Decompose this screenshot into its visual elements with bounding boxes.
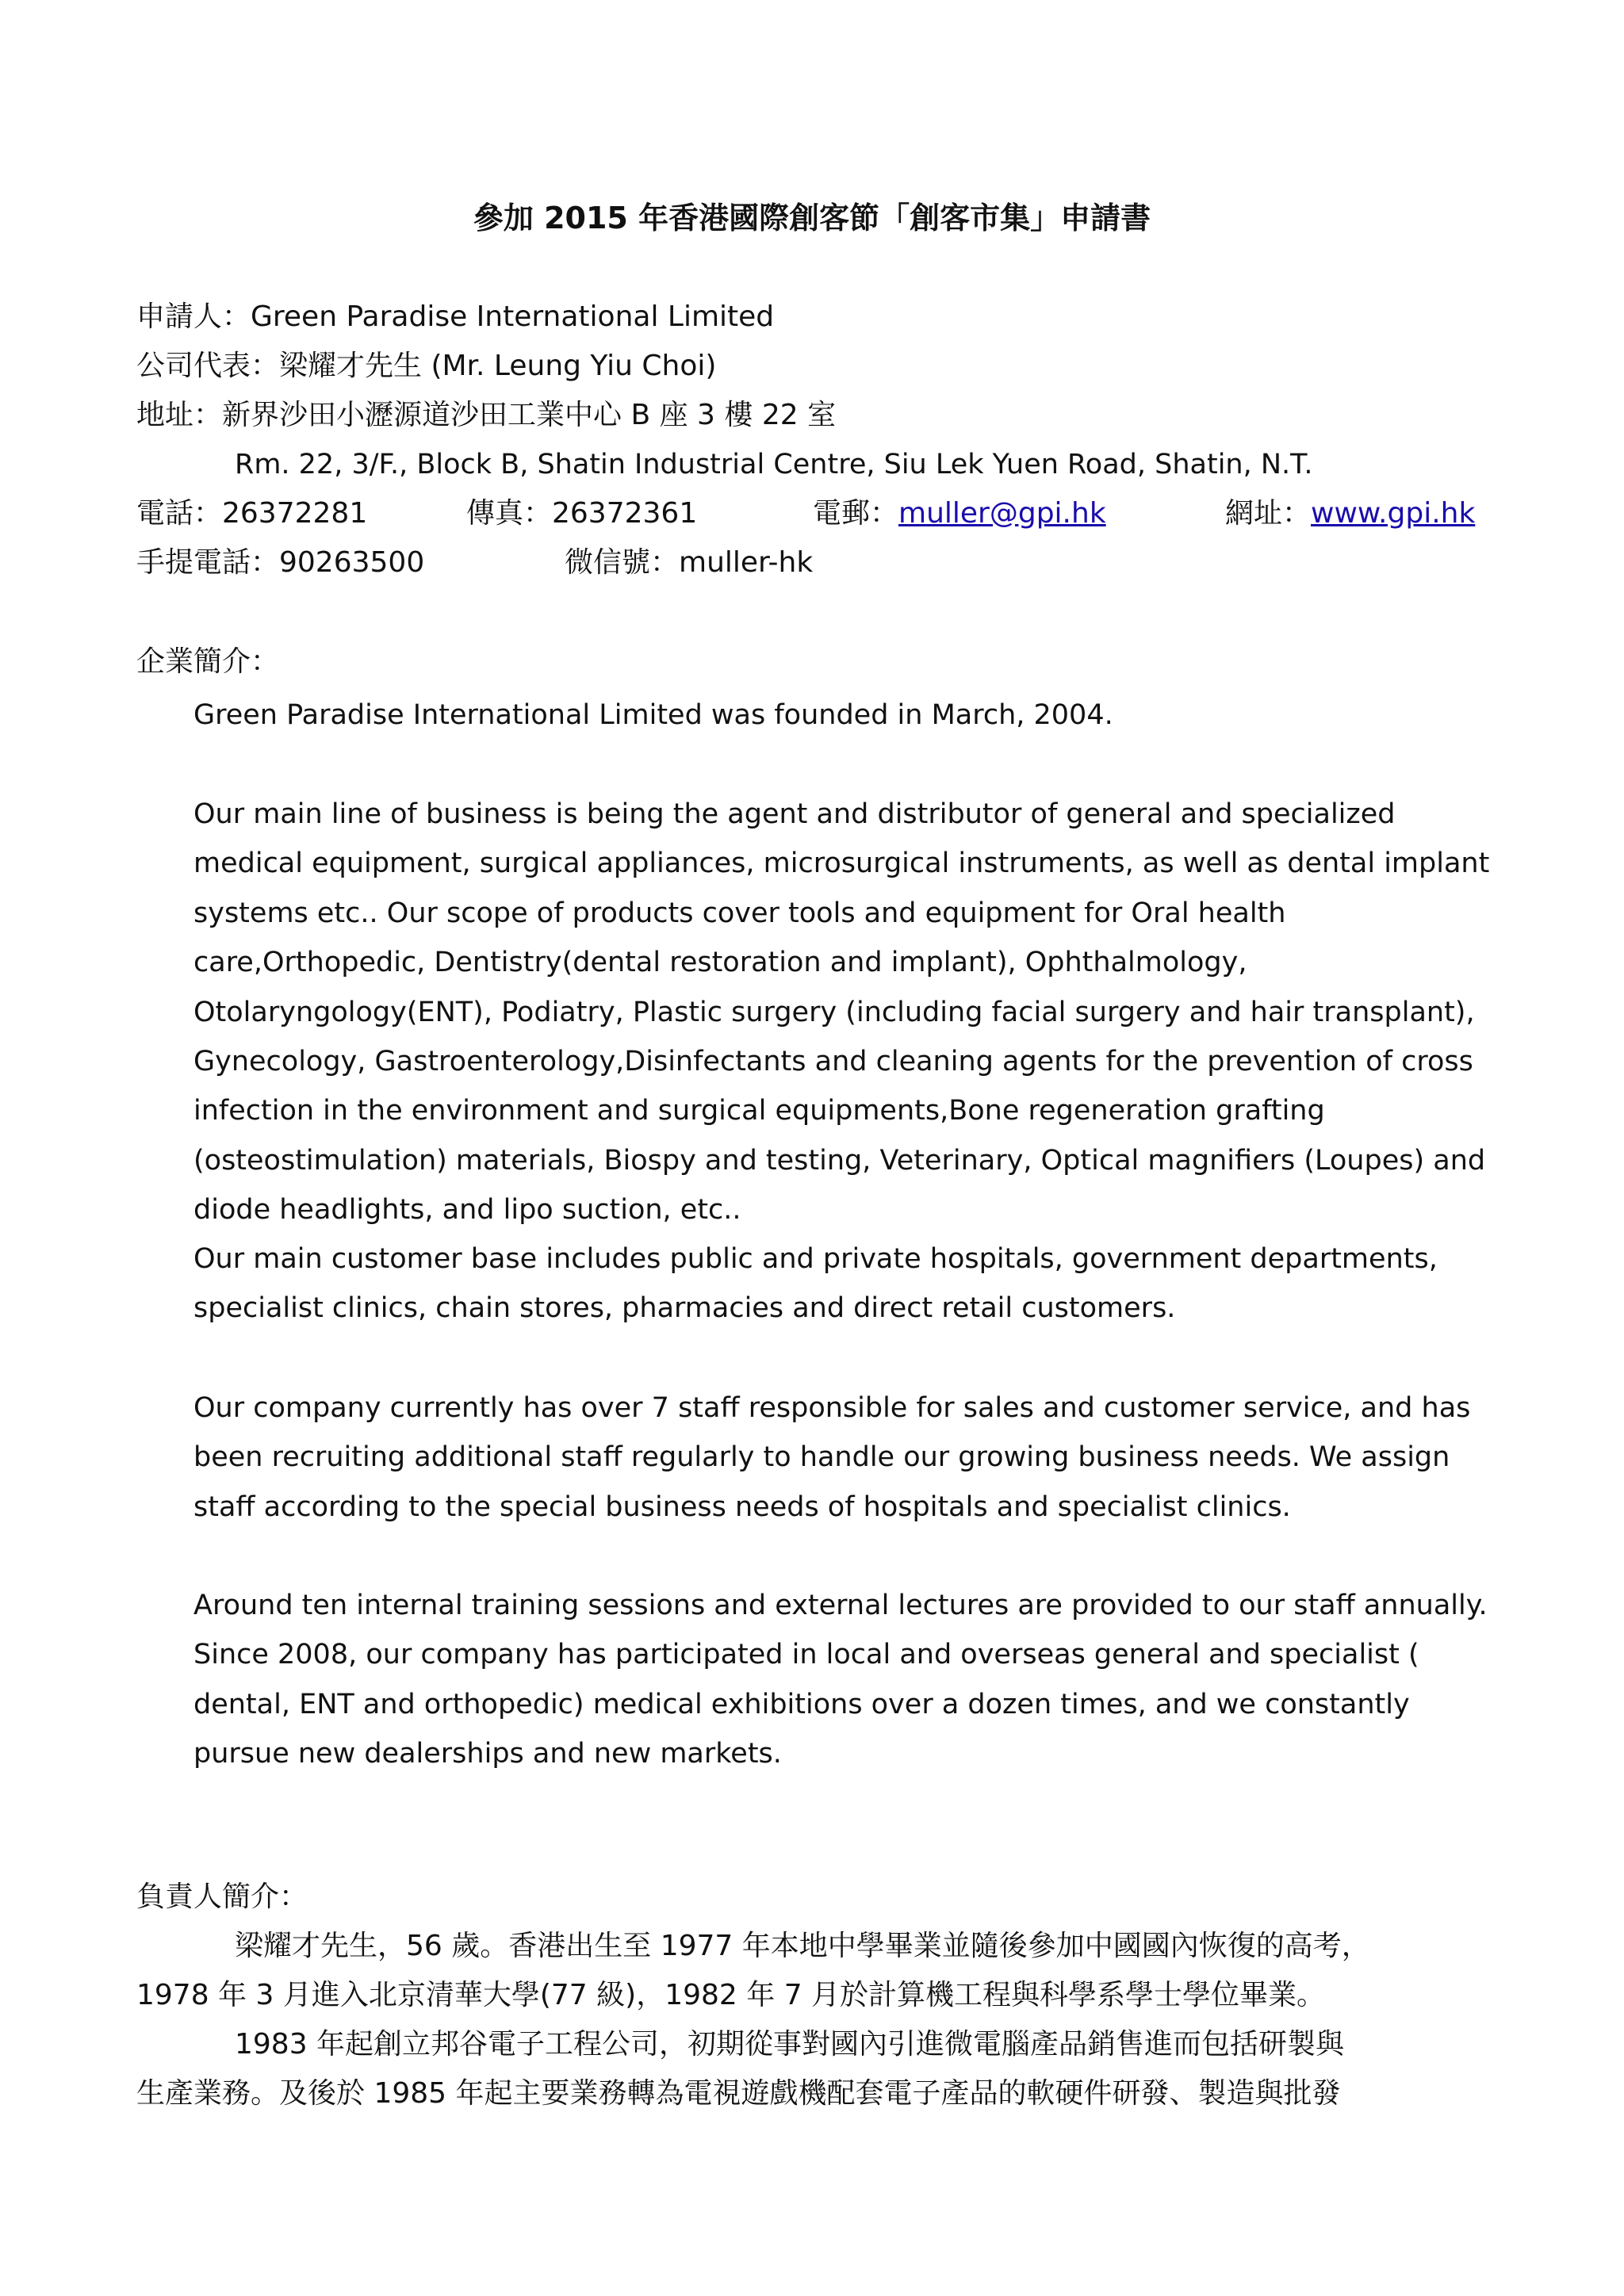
company-paragraph-1-text: Green Paradise International Limited was founded in March, 2004. (193, 699, 1113, 731)
company-paragraph-4-text: Our company currently has over 7 staff responsible for sales and customer service, and has been recruiting additional staff regularly to handle our growing business needs. We assign staff according to the special business needs of hospitals and specialist clinics. (193, 1392, 1471, 1523)
company-paragraph-2-text: Our main line of business is being the agent and distributor of general and specialized medical equipment, surgical appliances, microsurgical instruments, as well as dental implant systems etc.. Our scope of products cover tools and equipment for Oral health care,Orthopedic, Dentistry(dental restoration and implant), Ophthalmology, Otolaryngology(ENT), Podiatry, Plastic surgery (including facial surgery and hair transplant), Gynecology, Gastroenterology,Disinfectants and cleaning agents for the prevention of cross infection in the environment and surgical equipments,Bone regeneration grafting (osteostimulation) materials, Biospy and testing, Veterinary, Optical magnifiers (Loupes) and diode headlights, and lipo suction, etc.. (193, 798, 1490, 1226)
website-line (1225, 494, 1475, 534)
website-label: 網址： (1225, 497, 1312, 530)
representative-line: 公司代表：梁耀才先生 (Mr. Leung Yiu Choi) (136, 350, 717, 382)
applicant-line: 申請人：Green Paradise International Limited (136, 300, 775, 333)
company-paragraph-5 (136, 1581, 1500, 1779)
person-intro-heading: 負責人簡介： (136, 1881, 308, 1913)
person-line-4: 生產業務。及後於 1985 年起主要業務轉為電視遊戲機配套電子產品的軟硬件研發、製造與批發 (136, 2077, 1341, 2110)
email-label: 電郵： (813, 497, 899, 530)
email-link[interactable]: muller@gpi.hk (898, 497, 1106, 530)
fax-line: 傳真：26372361 (466, 497, 698, 530)
person-line-2: 1978 年 3 月進入北京清華大學(77 級)，1982 年 7 月於計算機工程與科學系學士學位畢業。 (136, 1979, 1326, 2011)
page-title: 參加 2015 年香港國際創客節「創客市集」申請書 (473, 201, 1151, 235)
website-link[interactable]: www.gpi.hk (1311, 497, 1476, 530)
company-paragraph-4 (136, 1383, 1500, 1532)
company-paragraph-3 (136, 1234, 1500, 1334)
address-chinese: 地址：新界沙田小瀝源道沙田工業中心 B 座 3 樓 22 室 (136, 399, 837, 431)
mobile-line: 手提電話：90263500 (136, 546, 425, 579)
company-intro-heading: 企業簡介： (136, 645, 280, 678)
company-paragraph-3-text: Our main customer base includes public and private hospitals, government departments, specialist clinics, chain stores, pharmacies and direct retail customers. (193, 1243, 1438, 1325)
company-paragraph-2 (136, 790, 1500, 1235)
phone-line: 電話：26372281 (136, 497, 368, 530)
address-english: Rm. 22, 3/F., Block B, Shatin Industrial Centre, Siu Lek Yuen Road, Shatin, N.T. (235, 449, 1313, 480)
company-paragraph-5-text: Around ten internal training sessions and external lectures are provided to our staff annually. Since 2008, our company has participated in local and overseas general and specialist ( dental, ENT and orthopedic) medical exhibitions over a dozen times, and we constantly pursue new dealerships and new markets. (193, 1590, 1488, 1770)
person-line-3: 1983 年起創立邦谷電子工程公司，初期從事對國內引進微電腦產品銷售進而包括研製與 (235, 2028, 1345, 2061)
email-line (813, 494, 1106, 534)
wechat-line: 微信號：muller-hk (565, 546, 814, 579)
company-paragraph-1 (136, 691, 1500, 740)
person-line-1: 梁耀才先生，56 歲。香港出生至 1977 年本地中學畢業並隨後參加中國國內恢復的高考， (235, 1930, 1370, 1962)
